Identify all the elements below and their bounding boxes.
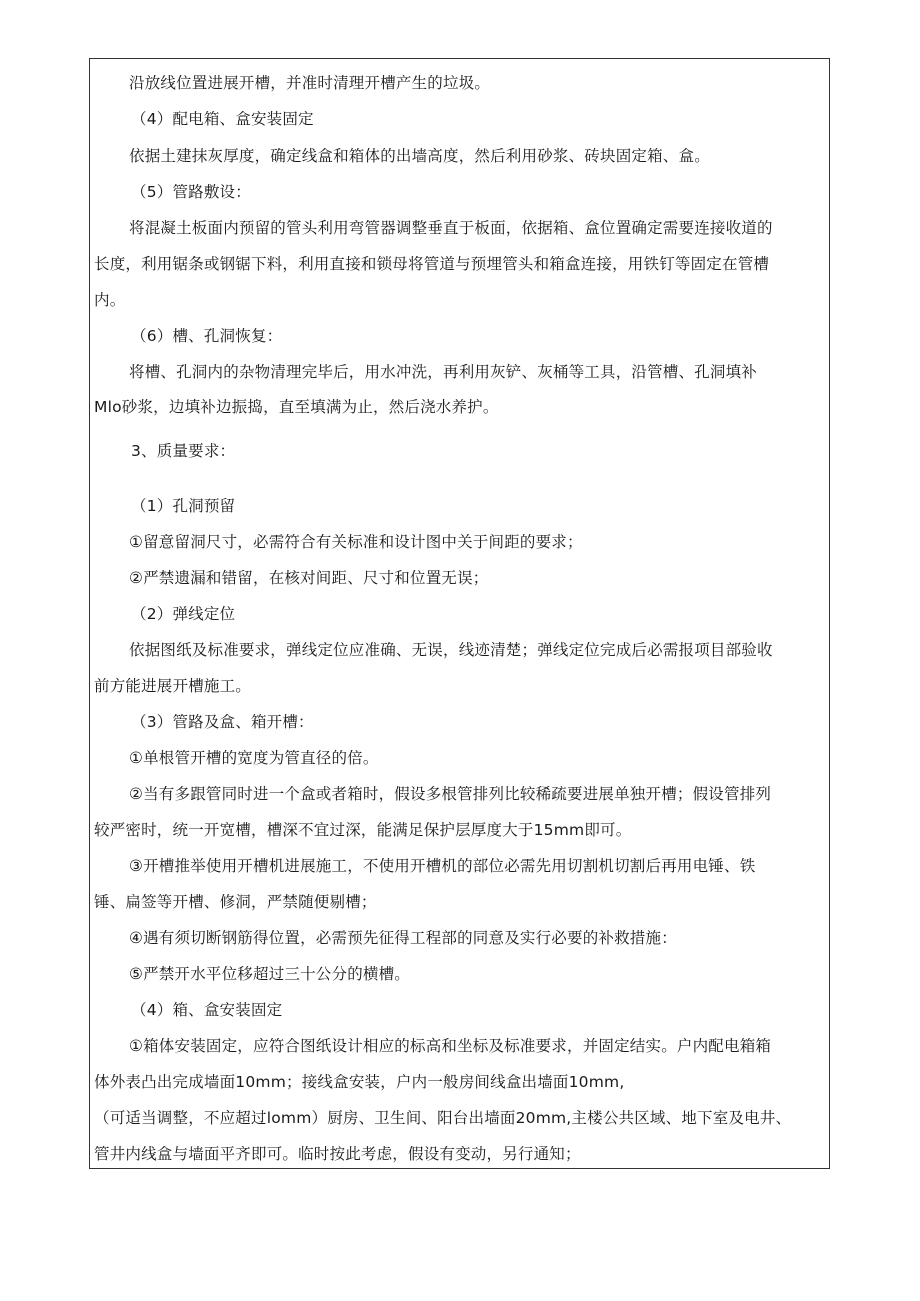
- section-heading: （6）槽、孔洞恢复：: [131, 327, 283, 345]
- text-line: ⑤严禁开水平位移超过三十公分的横槽。: [129, 965, 410, 983]
- section-heading: （2）弹线定位: [131, 605, 236, 623]
- section-heading: （1）孔洞预留: [131, 497, 236, 515]
- text-line: 锤、扁签等开槽、修洞，严禁随便剔槽；: [94, 893, 377, 911]
- section-heading: （3）管路及盒、箱开槽：: [131, 713, 314, 731]
- text-line: ④遇有须切断钢筋得位置，必需预先征得工程部的同意及实行必要的补救措施：: [129, 929, 677, 947]
- text-line: 依据图纸及标准要求，弹线定位应准确、无误，线迹清楚；弹线定位完成后必需报项目部验收: [129, 641, 773, 659]
- text-line: ③开槽推举使用开槽机进展施工，不使用开槽机的部位必需先用切割机切割后再用电锤、铁: [129, 857, 756, 875]
- text-line: 长度，利用锯条或钢锯下料，利用直接和锁母将管道与预埋管头和箱盒连接，用铁钉等固定在管槽: [94, 255, 770, 273]
- text-line: 将槽、孔洞内的杂物清理完毕后，用水冲洗，再利用灰铲、灰桶等工具，沿管槽、孔洞填补: [129, 363, 758, 381]
- text-line: 依据土建抹灰厚度，确定线盒和箱体的出墙高度，然后利用砂浆、砖块固定箱、盒。: [129, 147, 710, 165]
- text-line: ②当有多跟管同时进一个盒或者箱时，假设多根管排列比较稀疏要进展单独开槽；假设管排列: [129, 785, 772, 803]
- text-line: 沿放线位置进展开槽，并准时清理开槽产生的垃圾。: [129, 74, 491, 92]
- text-line: 较严密时，统一开宽槽，槽深不宜过深，能满足保护层厚度大于15mm即可。: [94, 821, 632, 839]
- text-line: ②严禁遗漏和错留，在核对间距、尺寸和位置无误；: [129, 569, 489, 587]
- text-line: ①单根管开槽的宽度为管直径的倍。: [129, 749, 379, 767]
- text-line: 体外表凸出完成墙面10mm；接线盒安装，户内一般房间线盒出墙面10mm,: [94, 1073, 625, 1091]
- section-heading: （5）管路敷设：: [131, 183, 251, 201]
- text-line: 管井内线盒与墙面平齐即可。临时按此考虑，假设有变动，另行通知；: [94, 1145, 581, 1163]
- text-line: Mlo砂浆，边填补边振捣，直至填满为止，然后浇水养护。: [94, 398, 499, 416]
- text-line: 内。: [94, 291, 126, 309]
- section-heading: （4）箱、盒安装固定: [131, 1001, 283, 1019]
- text-line: ①箱体安装固定，应符合图纸设计相应的标高和坐标及标准要求，并固定结实。户内配电箱箱: [129, 1037, 772, 1055]
- text-line: （可适当调整，不应超过lomm）厨房、卫生间、阳台出墙面20mm,主楼公共区域、地下室及电井、: [94, 1109, 792, 1127]
- section-heading: （4）配电箱、盒安装固定: [131, 110, 314, 128]
- main-heading: 3、质量要求：: [131, 442, 236, 460]
- text-line: ①留意留洞尺寸，必需符合有关标准和设计图中关于间距的要求；: [129, 533, 583, 551]
- text-line: 前方能进展开槽施工。: [94, 677, 252, 695]
- text-line: 将混凝土板面内预留的管头利用弯管器调整垂直于板面，依据箱、盒位置确定需要连接收道的: [129, 219, 773, 237]
